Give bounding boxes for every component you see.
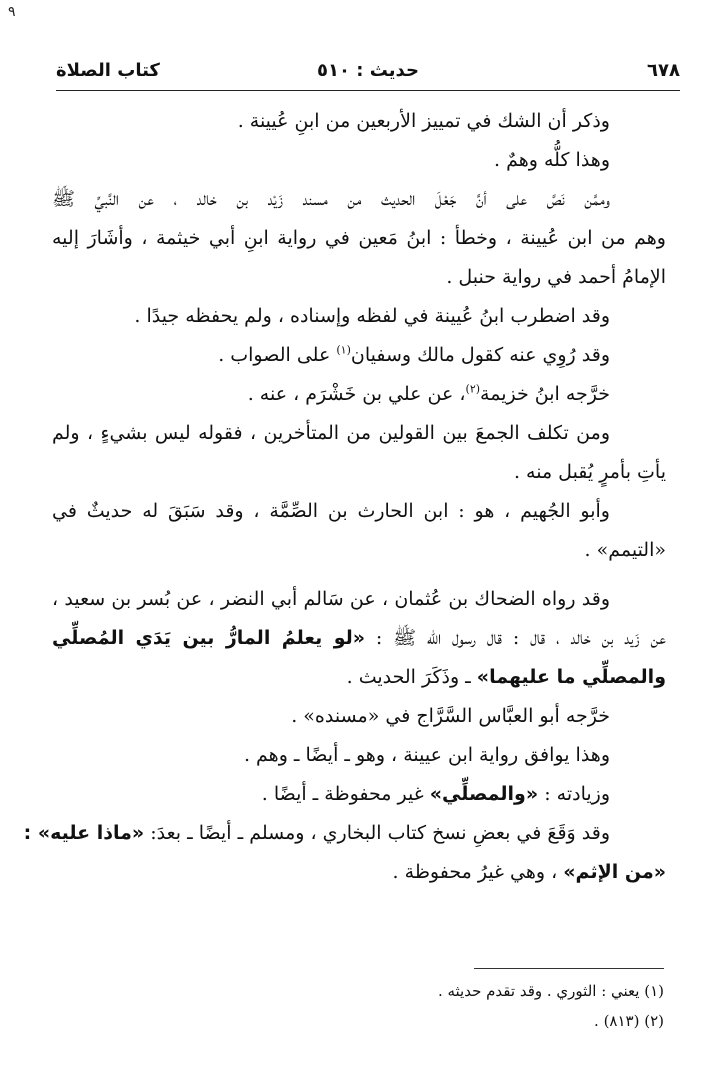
footnote-ref: (٢) xyxy=(465,382,481,396)
text-segment: وقد وَقَعَ في بعضِ نسخ كتاب البخاري ، ومسلم ـ أيضًا ـ بعدَ: xyxy=(144,822,610,844)
book-title: كتاب الصلاة xyxy=(56,60,160,81)
text-line xyxy=(52,414,666,453)
text-segment: وقد رواه الضحاك بن عُثمان ، عن سَالم أبي النضر ، عن بُسر بن سعيد ، xyxy=(52,588,610,610)
text-segment: غير محفوظة ـ أيضًا . xyxy=(261,783,430,805)
text-segment: وذكر أن الشك في تمييز الأربعين من ابنِ عُيينة . xyxy=(237,110,610,132)
text-segment: وأبو الجُهيم ، هو : ابن الحارث بن الصِّمَّة ، وقد سَبَقَ له حديثٌ في xyxy=(52,500,610,522)
text-segment: وقد اضطرب ابنُ عُيينة في لفظه وإسناده ، ولم يحفظه جيدًا . xyxy=(134,305,610,327)
text-line xyxy=(52,531,666,570)
hadith-quote: «من الإثم» xyxy=(563,861,666,883)
text-line xyxy=(52,619,666,658)
text-line xyxy=(52,492,666,531)
text-line xyxy=(52,853,666,892)
text-segment: ومن تكلف الجمعَ بين القولين من المتأخرين ، فقوله ليس بشيءٍ ، ولم xyxy=(52,422,610,444)
text-segment: ، عن علي بن خَشْرَم ، عنه . xyxy=(247,383,466,405)
text-line xyxy=(52,141,666,180)
text-segment: ـ وذَكَرَ الحديث . xyxy=(346,666,477,688)
text-segment: خرَّجه أبو العبَّاس السَّرَّاج في «مسنده» . xyxy=(291,705,610,727)
text-line xyxy=(52,180,666,219)
text-line xyxy=(52,375,666,414)
hadith-number: حديث : ٥١٠ xyxy=(317,60,419,81)
text-line xyxy=(52,736,666,775)
text-segment: ، وهي غيرُ محفوظة . xyxy=(392,861,564,883)
text-segment: يأتِ بأمرٍ يُقبل منه . xyxy=(513,461,666,483)
text-line xyxy=(52,580,666,619)
text-line xyxy=(23,814,666,853)
text-segment: عن زَيد بن خالد ، قال : قال رسول الله ﷺ : xyxy=(365,627,666,649)
footnote-rule xyxy=(474,968,664,969)
text-segment: وزيادته : xyxy=(538,783,610,805)
text-line xyxy=(52,658,666,697)
text-line xyxy=(52,219,666,258)
text-segment: على الصواب . xyxy=(218,344,337,366)
text-line xyxy=(52,453,666,492)
footnote: (١) يعني : الثوري . وقد تقدم حديثه . xyxy=(437,982,664,1000)
footnote-ref: (١) xyxy=(336,343,351,357)
text-segment: خرَّجه ابنُ خزيمة xyxy=(480,383,610,405)
text-segment: وهذا كلُّه وهمٌ . xyxy=(494,149,610,171)
running-header xyxy=(56,56,680,86)
text-line xyxy=(52,775,666,814)
text-segment: وهم من ابن عُيينة ، وخطأ : ابنُ مَعين في رواية ابنِ أبي خيثمة ، وأشَارَ إليه xyxy=(52,227,666,249)
footnote: (٢) (٨١٣) . xyxy=(594,1012,664,1030)
text-line xyxy=(52,102,666,141)
text-segment: وقد رُوِي عنه كقول مالك وسفيان xyxy=(350,344,610,366)
text-line xyxy=(52,297,666,336)
text-segment: وممَّن نَصَّ على أنَّ جَعْلَ الحديث من مسند زَيْد بن خالد ، عن النَّبيِّ ﷺ xyxy=(52,188,610,210)
text-line xyxy=(52,697,666,736)
page-number: ٦٧٨ xyxy=(647,60,680,81)
footnotes xyxy=(50,976,664,1036)
hadith-quote: «ماذا عليه» : xyxy=(23,822,145,844)
main-text xyxy=(23,102,666,892)
text-segment: «التيمم» . xyxy=(584,539,666,561)
text-line xyxy=(52,258,666,297)
hadith-quote: «والمصلِّي» xyxy=(429,783,539,805)
header-rule xyxy=(56,90,680,91)
text-line xyxy=(52,336,666,375)
hadith-quote: «لو يعلمُ المارُّ بين يَدَي المُصلِّي xyxy=(52,627,366,649)
text-segment: الإمامُ أحمد في رواية حنبل . xyxy=(446,266,666,288)
text-segment: وهذا يوافق رواية ابن عيينة ، وهو ـ أيضًا ـ وهم . xyxy=(243,744,610,766)
hadith-quote: والمصلِّي ما عليهما» xyxy=(476,666,666,688)
corner-mark: ٩ xyxy=(8,4,16,20)
